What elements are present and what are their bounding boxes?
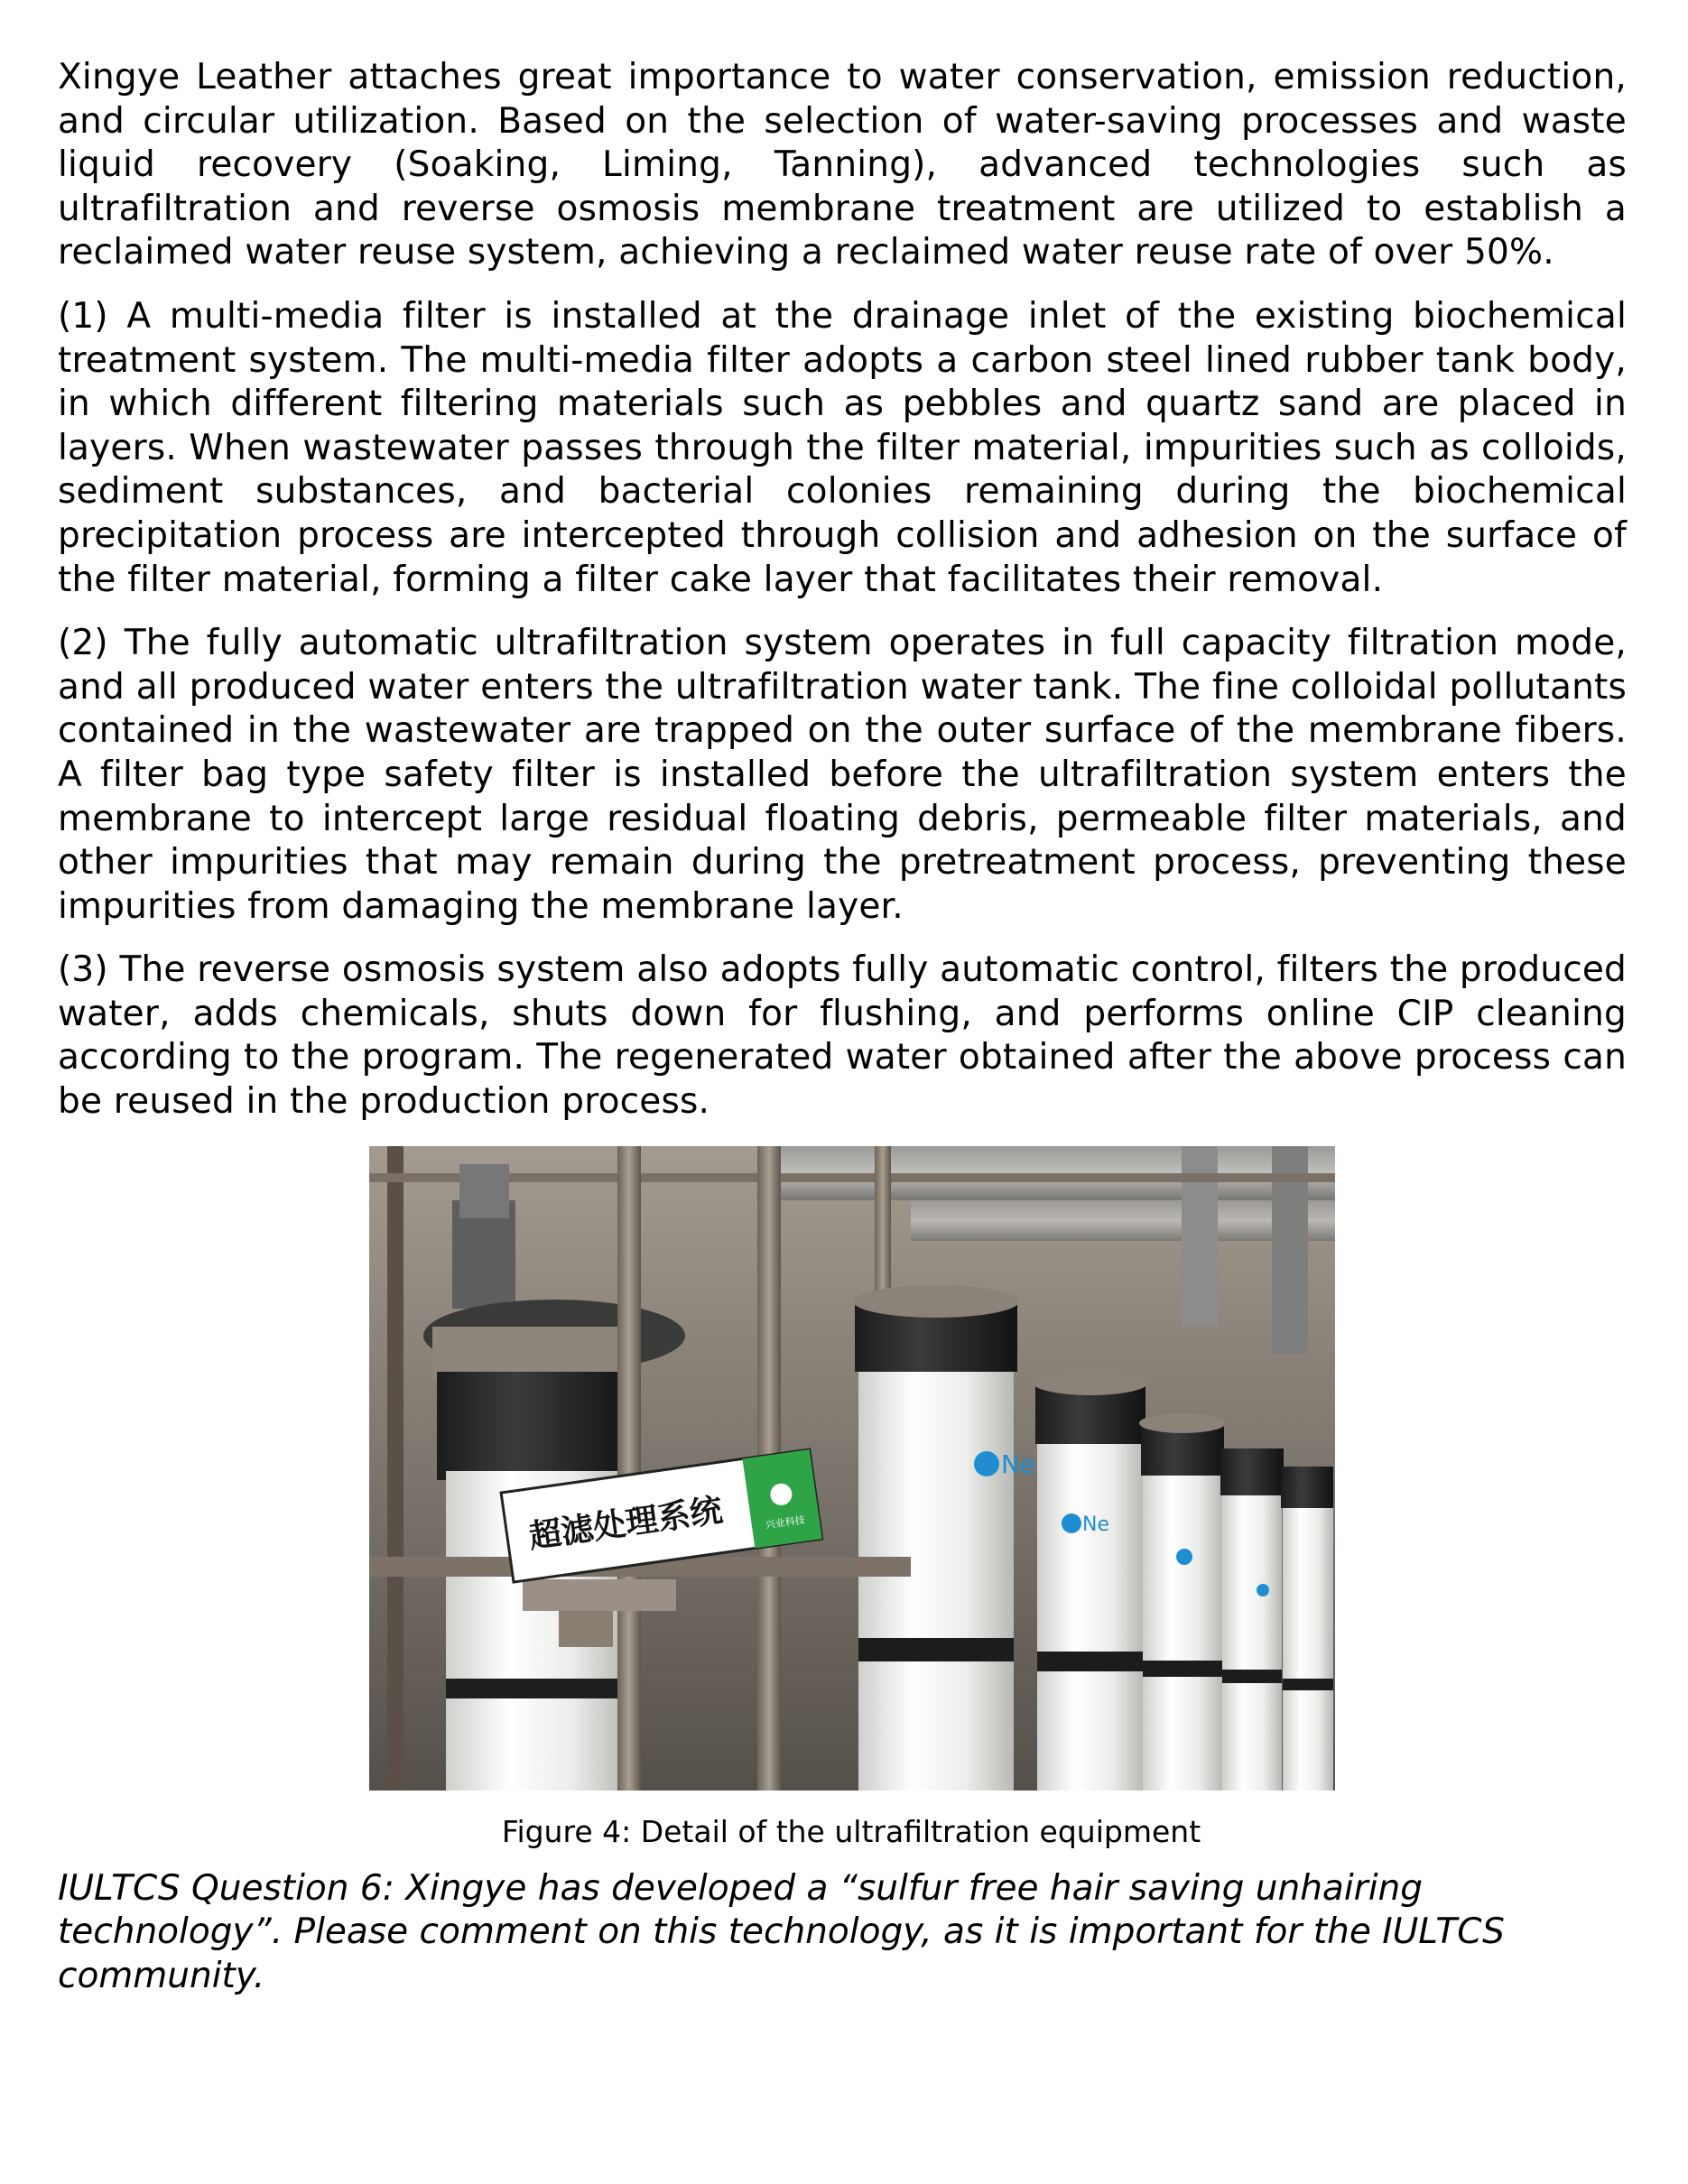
paragraph-intro: Xingye Leather attaches great importance to water conservation, emission reduction, and circular utilization. Based on the selection of water-saving processes and waste liquid recovery (Soaking, Liming, Tanning), advanced technologies such as ultrafiltration and reverse osmosis membrane treatment are utilized to establish a reclaimed water reuse system, achieving a reclaimed water reuse rate of over 50%. bbox=[58, 57, 1627, 273]
iultcs-question: IULTCS Question 6: Xingye has developed a “sulfur free hair saving unhairing technology”. Please comment on this technology, as it is important for the IULTCS community. bbox=[58, 1867, 1505, 1996]
figure-ultrafiltration-photo bbox=[369, 1146, 1335, 1791]
brand-mark-1: Ne bbox=[1001, 1448, 1036, 1479]
paragraph-multimedia-filter: (1) A multi-media filter is installed at the drainage inlet of the existing biochemical treatment system. The multi-media filter adopts a carbon steel lined rubber tank body, in which different filtering materials such as pebbles and quartz sand are placed in layers. When wastewater passes through the filter material, impurities such as colloids, sediment substances, and bacterial colonies remaining during the biochemical precipitation process are intercepted through collision and adhesion on the surface of the filter material, forming a filter cake layer that facilitates their removal. bbox=[58, 295, 1627, 600]
sign-text: 超滤处理系统 bbox=[526, 1491, 726, 1556]
brand-mark-2: Ne bbox=[1082, 1513, 1109, 1536]
paragraph-reverse-osmosis: (3) The reverse osmosis system also adopts fully automatic control, filters the produced water, adds chemicals, shuts down for flushing, and performs online CIP cleaning according to the program. The regenerated water obtained after the above process can be reused in the production process. bbox=[58, 949, 1627, 1123]
figure-caption: Figure 4: Detail of the ultrafiltration equipment bbox=[501, 1813, 1201, 1849]
paragraph-ultrafiltration: (2) The fully automatic ultrafiltration system operates in full capacity filtration mode, and all produced water enters the ultrafiltration water tank. The fine colloidal pollutants contained in the wastewater are trapped on the outer surface of the membrane fibers. A filter bag type safety filter is installed before the ultrafiltration system enters the membrane to intercept large residual floating debris, permeable filter materials, and other impurities that may remain during the pretreatment process, preventing these impurities from damaging the membrane layer. bbox=[58, 623, 1627, 927]
photo-illustration bbox=[369, 1146, 1335, 1791]
document-page bbox=[58, 56, 1627, 1998]
sign-logo-text: 兴业科技 bbox=[765, 1513, 806, 1532]
